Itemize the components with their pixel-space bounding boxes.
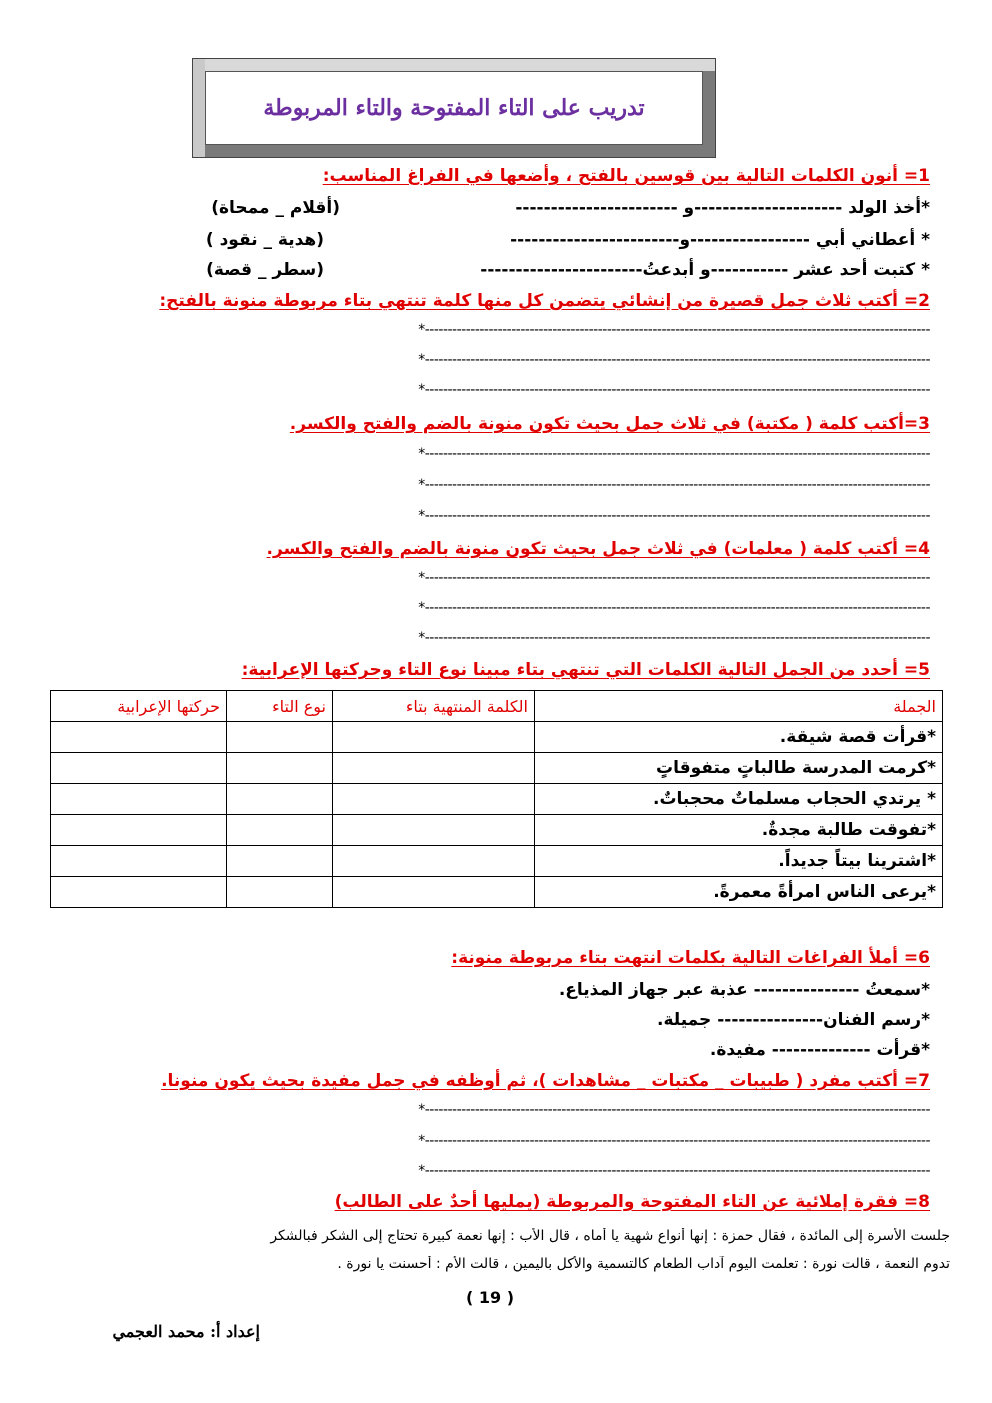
table-header-row xyxy=(51,691,943,722)
taa-type-cell[interactable] xyxy=(227,846,333,877)
q3-answer-line-3[interactable]: *--------------------------------------------------------------------------------------------------------------- xyxy=(418,508,930,524)
q4-answer-line-3[interactable]: *--------------------------------------------------------------------------------------------------------------- xyxy=(418,630,930,646)
q3-answer-line-1[interactable]: *--------------------------------------------------------------------------------------------------------------- xyxy=(418,446,930,462)
q1-line-3: * كتبت أحد عشر -----------و أبدعتُ----------------------- xyxy=(480,260,930,280)
q2-answer-line-1[interactable]: *--------------------------------------------------------------------------------------------------------------- xyxy=(418,322,930,338)
author-credit: إعداد أ: محمد العجمي xyxy=(112,1322,260,1341)
sentence-cell: * يرتدي الحجاب مسلماتٌ محجباتٌ. xyxy=(535,784,943,815)
title-frame-bevel-top xyxy=(193,59,715,71)
case-mark-cell[interactable] xyxy=(51,846,227,877)
q2-answer-line-3[interactable]: *--------------------------------------------------------------------------------------------------------------- xyxy=(418,382,930,398)
q6-line-2: *رسم الفنان--------------- جميلة. xyxy=(657,1010,930,1030)
col-header-word: الكلمة المنتهية بتاء xyxy=(333,691,535,722)
taa-type-cell[interactable] xyxy=(227,722,333,753)
sentence-cell: *قرأت قصة شيقة. xyxy=(535,722,943,753)
q5-table xyxy=(50,690,943,908)
sentence-cell: *كرمت المدرسة طالباتٍ متفوقاتٍ xyxy=(535,753,943,784)
col-header-case-mark: حركتها الإعرابية xyxy=(51,691,227,722)
q7-answer-line-2[interactable]: *--------------------------------------------------------------------------------------------------------------- xyxy=(418,1133,930,1149)
word-cell[interactable] xyxy=(333,753,535,784)
table-row xyxy=(51,815,943,846)
q2-answer-line-2[interactable]: *--------------------------------------------------------------------------------------------------------------- xyxy=(418,352,930,368)
table-row xyxy=(51,784,943,815)
q4-heading: 4= أكتب كلمة ( معلمات) في ثلاث جمل بحيث تكون منونة بالضم والفتح والكسر. xyxy=(266,539,930,559)
q6-heading: 6= أملأ الفراغات التالية بكلمات انتهت بتاء مربوطة منونة: xyxy=(451,948,930,968)
q7-answer-line-1[interactable]: *--------------------------------------------------------------------------------------------------------------- xyxy=(418,1102,930,1118)
table-row xyxy=(51,877,943,908)
case-mark-cell[interactable] xyxy=(51,722,227,753)
q1-line-1: *أخذ الولد ---------------------و ----------------------- xyxy=(515,198,930,218)
dictation-line-2: تدوم النعمة ، قالت نورة : تعلمت اليوم آداب الطعام كالتسمية والأكل باليمين ، قالت الأم : أحسنت يا نورة . xyxy=(337,1256,950,1272)
page-number: ( 19 ) xyxy=(465,1288,515,1307)
q5-heading: 5= أحدد من الجمل التالية الكلمات التي تنتهي بتاء مبينا نوع التاء وحركتها الإعرابية: xyxy=(241,660,930,680)
q7-answer-line-3[interactable]: *--------------------------------------------------------------------------------------------------------------- xyxy=(418,1163,930,1179)
sentence-cell: *يرعى الناس امرأةً معمرةً. xyxy=(535,877,943,908)
col-header-taa-type: نوع التاء xyxy=(227,691,333,722)
table-row xyxy=(51,846,943,877)
word-cell[interactable] xyxy=(333,877,535,908)
q4-answer-line-2[interactable]: *--------------------------------------------------------------------------------------------------------------- xyxy=(418,600,930,616)
taa-type-cell[interactable] xyxy=(227,815,333,846)
word-cell[interactable] xyxy=(333,815,535,846)
table-row xyxy=(51,753,943,784)
word-cell[interactable] xyxy=(333,784,535,815)
taa-type-cell[interactable] xyxy=(227,753,333,784)
word-cell[interactable] xyxy=(333,722,535,753)
sentence-cell: *اشترينا بيتاً جديداً. xyxy=(535,846,943,877)
case-mark-cell[interactable] xyxy=(51,815,227,846)
title-frame-bevel-left xyxy=(193,59,205,157)
sentence-cell: *تفوقت طالبة مجدةٌ. xyxy=(535,815,943,846)
dictation-line-1: جلست الأسرة إلى المائدة ، فقال حمزة : إنها أنواع شهية يا أماه ، قال الأب : إنها نعمة كبيرة تحتاج إلى الشكر فبالشكر xyxy=(270,1228,950,1244)
taa-type-cell[interactable] xyxy=(227,784,333,815)
col-header-sentence: الجملة xyxy=(535,691,943,722)
case-mark-cell[interactable] xyxy=(51,784,227,815)
q2-heading: 2= أكتب ثلاث جمل قصيرة من إنشائي يتضمن كل منها كلمة تنتهي بتاء مربوطة منونة بالفتح: xyxy=(159,291,930,311)
q1-line-2: * أعطاني أبي -----------------و------------------------ xyxy=(510,230,930,250)
q6-line-3: *قرأت -------------- مفيدة. xyxy=(709,1040,930,1060)
page-title: تدريب على التاء المفتوحة والتاء المربوطة xyxy=(263,95,645,121)
q4-answer-line-1[interactable]: *--------------------------------------------------------------------------------------------------------------- xyxy=(418,570,930,586)
word-cell[interactable] xyxy=(333,846,535,877)
q8-heading: 8= فقرة إملائية عن التاء المفتوحة والمربوطة (يمليها أحدٌ على الطالب) xyxy=(334,1192,930,1212)
q6-line-1: *سمعتُ --------------- عذبة عبر جهاز المذياع. xyxy=(558,980,930,1000)
q3-answer-line-2[interactable]: *--------------------------------------------------------------------------------------------------------------- xyxy=(418,477,930,493)
q1-options-1: (أقلام _ ممحاة) xyxy=(211,198,340,218)
case-mark-cell[interactable] xyxy=(51,753,227,784)
table-row xyxy=(51,722,943,753)
q1-heading: 1= أنون الكلمات التالية بين قوسين بالفتح ، وأضعها في الفراغ المناسب: xyxy=(322,166,930,186)
q3-heading: 3=أكتب كلمة ( مكتبة) في ثلاث جمل بحيث تكون منونة بالضم والفتح والكسر. xyxy=(289,414,930,434)
q1-options-3: (سطر _ قصة) xyxy=(206,260,324,280)
case-mark-cell[interactable] xyxy=(51,877,227,908)
q7-heading: 7= أكتب مفرد ( طبيبات _ مكتبات _ مشاهدات )، ثم أوظفه في جمل مفيدة بحيث يكون منونا. xyxy=(161,1071,930,1091)
q1-options-2: (هدية _ نقود ) xyxy=(205,230,324,250)
taa-type-cell[interactable] xyxy=(227,877,333,908)
